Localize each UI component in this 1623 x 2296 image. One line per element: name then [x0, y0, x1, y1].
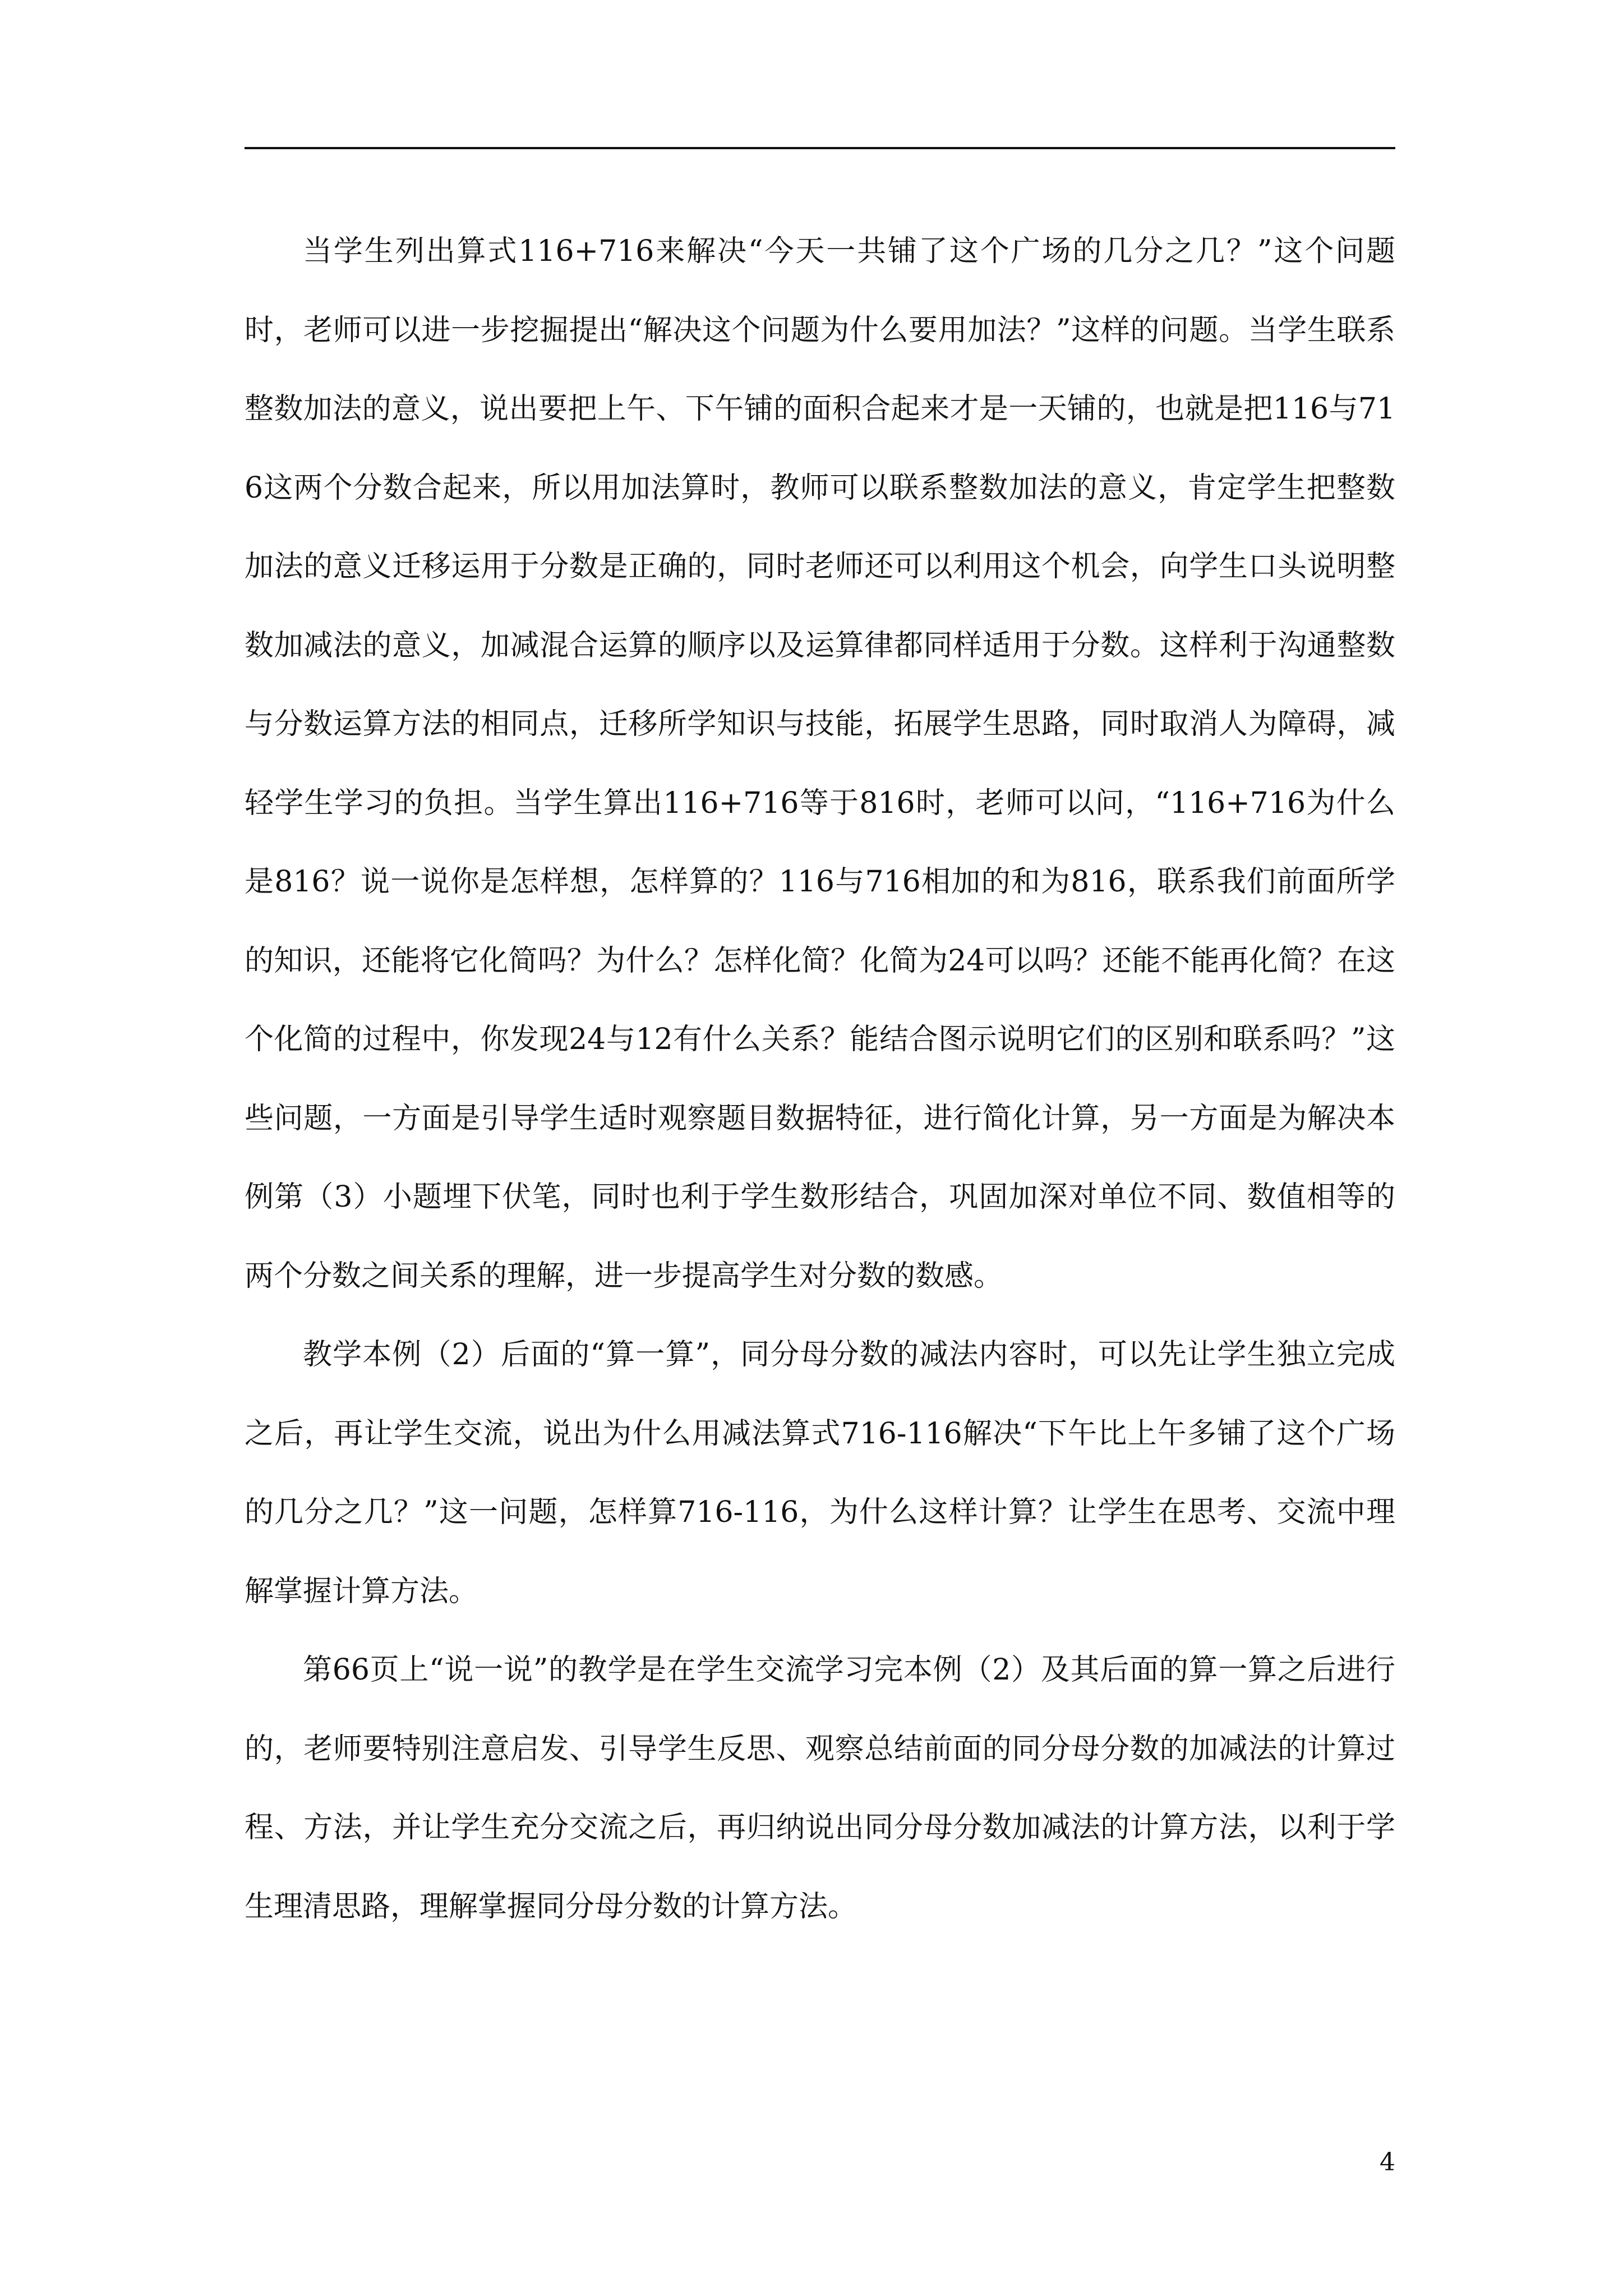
body-text	[245, 212, 1395, 1946]
header-rule	[245, 147, 1395, 149]
paragraph: 第66页上“说一说”的教学是在学生交流学习完本例（2）及其后面的算一算之后进行的，老师要特别注意启发、引导学生反思、观察总结前面的同分母分数的加减法的计算过程、方法，并让学生充分交流之后，再归纳说出同分母分数加减法的计算方法，以利于学生理清思路，理解掌握同分母分数的计算方法。	[245, 1653, 1395, 1924]
paragraph: 当学生列出算式116+716来解决“今天一共铺了这个广场的几分之几？”这个问题时，老师可以进一步挖掘提出“解决这个问题为什么要用加法？”这样的问题。当学生联系整数加法的意义，说出要把上午、下午铺的面积合起来才是一天铺的，也就是把116与716这两个分数合起来，所以用加法算时，教师可以联系整数加法的意义，肯定学生把整数加法的意义迁移运用于分数是正确的，同时老师还可以利用这个机会，向学生口头说明整数加减法的意义，加减混合运算的顺序以及运算律都同样适用于分数。这样利于沟通整数与分数运算方法的相同点，迁移所学知识与技能，拓展学生思路，同时取消人为障碍，减轻学生学习的负担。当学生算出116+716等于816时，老师可以问，“116+716为什么是816？说一说你是怎样想，怎样算的？116与716相加的和为816，联系我们前面所学的知识，还能将它化简吗？为什么？怎样化简？化简为24可以吗？还能不能再化简？在这个化简的过程中，你发现24与12有什么关系？能结合图示说明它们的区别和联系吗？”这些问题，一方面是引导学生适时观察题目数据特征，进行简化计算，另一方面是为解决本例第（3）小题埋下伏笔，同时也利于学生数形结合，巩固加深对单位不同、数值相等的两个分数之间关系的理解，进一步提高学生对分数的数感。	[245, 234, 1395, 1293]
page-number: 4	[1380, 2148, 1395, 2177]
paragraph: 教学本例（2）后面的“算一算”，同分母分数的减法内容时，可以先让学生独立完成之后，再让学生交流，说出为什么用减法算式716-116解决“下午比上午多铺了这个广场的几分之几？”这一问题，怎样算716-116，为什么这样计算？让学生在思考、交流中理解掌握计算方法。	[245, 1338, 1395, 1608]
